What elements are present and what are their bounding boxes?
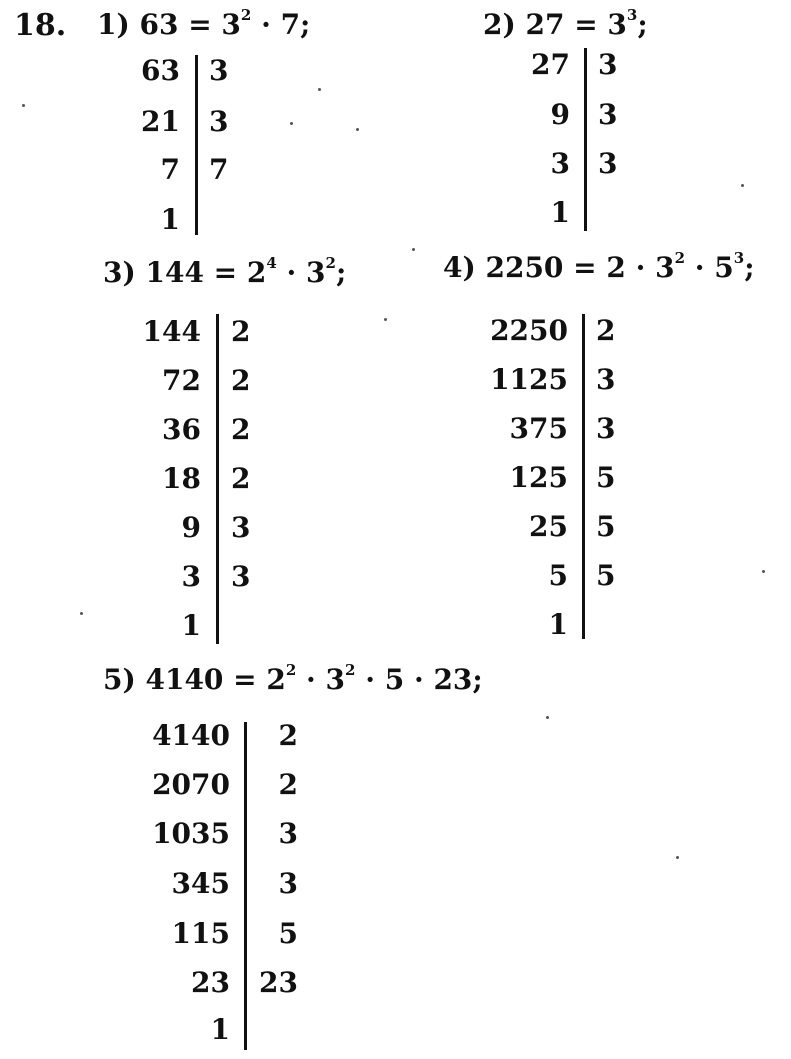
- problem-5-eq-exp2: 2: [345, 661, 356, 679]
- problem-1-label: 1): [97, 8, 130, 41]
- problem-number: 18.: [14, 8, 67, 43]
- problem-4-label: 4): [443, 251, 476, 284]
- step-row: 345: [171, 867, 230, 900]
- problem-1-eq-exp1: 2: [240, 6, 252, 24]
- problem-3-eq-exp2: 2: [325, 254, 336, 272]
- step-row: 2: [596, 314, 616, 347]
- scan-speck: [290, 122, 293, 125]
- division-bar: [216, 314, 219, 644]
- scan-speck: [762, 570, 765, 573]
- step-row: 4140: [152, 719, 230, 752]
- problem-4-eq-exp1: 2: [674, 249, 686, 267]
- step-row: 5: [596, 559, 616, 592]
- step-row: 23: [259, 966, 298, 999]
- step-row: 3: [231, 511, 251, 544]
- problem-2-equation: [483, 8, 648, 41]
- step-row: 25: [529, 510, 568, 543]
- step-row: 2: [231, 413, 251, 446]
- step-row: 3: [209, 105, 229, 138]
- step-row: 63: [141, 54, 180, 87]
- step-row: 375: [509, 412, 568, 445]
- division-bar: [582, 314, 585, 639]
- scan-speck: [741, 184, 744, 187]
- problem-4-eq-a: 2250 = 2 · 3: [485, 251, 675, 284]
- step-row: 21: [141, 105, 180, 138]
- problem-4-eq-b: · 5: [685, 251, 734, 284]
- scan-speck: [384, 318, 387, 321]
- step-row: 2: [278, 719, 298, 752]
- step-row: 9: [550, 98, 570, 131]
- step-row: 18: [162, 462, 201, 495]
- step-row: 3: [278, 867, 298, 900]
- problem-2-label: 2): [483, 8, 516, 41]
- problem-3-eq-c: ;: [335, 256, 347, 289]
- problem-2-eq-b: ;: [637, 8, 648, 41]
- problem-3-eq-b: · 3: [276, 256, 326, 289]
- problem-4-equation: [443, 251, 755, 284]
- step-row: 2: [278, 768, 298, 801]
- step-row: 3: [278, 817, 298, 850]
- step-row: 7: [209, 153, 229, 186]
- problem-3-label: 3): [103, 256, 136, 289]
- problem-5-eq-b: · 3: [296, 663, 346, 696]
- problem-5-eq-c: · 5 · 23;: [355, 663, 483, 696]
- step-row: 5: [548, 559, 568, 592]
- step-row: 1: [181, 609, 201, 642]
- scan-speck: [676, 856, 679, 859]
- problem-5-equation: [103, 663, 483, 696]
- problem-5-eq-a: 4140 = 2: [145, 663, 286, 696]
- step-row: 144: [142, 315, 201, 348]
- scan-speck: [80, 612, 83, 615]
- step-row: 5: [278, 917, 298, 950]
- step-row: 27: [531, 48, 570, 81]
- step-row: 1: [550, 196, 570, 229]
- problem-5-label: 5): [103, 663, 136, 696]
- step-row: 5: [596, 510, 616, 543]
- step-row: 3: [596, 363, 616, 396]
- problem-2-eq-exp1: 3: [626, 6, 638, 24]
- step-row: 5: [596, 461, 616, 494]
- division-bar: [584, 48, 587, 231]
- scan-speck: [22, 104, 25, 107]
- scan-speck: [356, 128, 359, 131]
- step-row: 2: [231, 364, 251, 397]
- step-row: 2: [231, 315, 251, 348]
- step-row: 72: [162, 364, 201, 397]
- problem-3-eq-exp1: 4: [266, 254, 277, 272]
- division-bar: [244, 722, 247, 1050]
- step-row: 1: [548, 608, 568, 641]
- step-row: 7: [160, 153, 180, 186]
- step-row: 125: [509, 461, 568, 494]
- problem-2-eq-a: 27 = 3: [525, 8, 627, 41]
- step-row: 1: [210, 1013, 230, 1046]
- step-row: 1125: [490, 363, 568, 396]
- problem-3-equation: [103, 256, 346, 289]
- problem-1-eq-a: 63 = 3: [139, 8, 241, 41]
- step-row: 2250: [490, 314, 568, 347]
- step-row: 3: [231, 560, 251, 593]
- problem-4-eq-c: ;: [744, 251, 755, 284]
- step-row: 3: [598, 48, 618, 81]
- problem-1-equation: [97, 8, 310, 41]
- step-row: 3: [550, 147, 570, 180]
- step-row: 3: [209, 54, 229, 87]
- scan-speck: [318, 88, 321, 91]
- step-row: 2070: [152, 768, 230, 801]
- problem-5-eq-exp1: 2: [285, 661, 297, 679]
- step-row: 1035: [152, 817, 230, 850]
- step-row: 3: [598, 98, 618, 131]
- division-bar: [195, 55, 198, 235]
- problem-1-eq-b: · 7;: [251, 8, 311, 41]
- step-row: 3: [181, 560, 201, 593]
- problem-3-eq-a: 144 = 2: [145, 256, 267, 289]
- step-row: 115: [171, 917, 230, 950]
- scan-speck: [546, 716, 549, 719]
- problem-4-eq-exp2: 3: [733, 249, 745, 267]
- scan-speck: [412, 248, 415, 251]
- step-row: 23: [191, 966, 230, 999]
- step-row: 9: [181, 511, 201, 544]
- step-row: 2: [231, 462, 251, 495]
- step-row: 36: [162, 413, 201, 446]
- step-row: 3: [598, 147, 618, 180]
- step-row: 3: [596, 412, 616, 445]
- step-row: 1: [160, 203, 180, 236]
